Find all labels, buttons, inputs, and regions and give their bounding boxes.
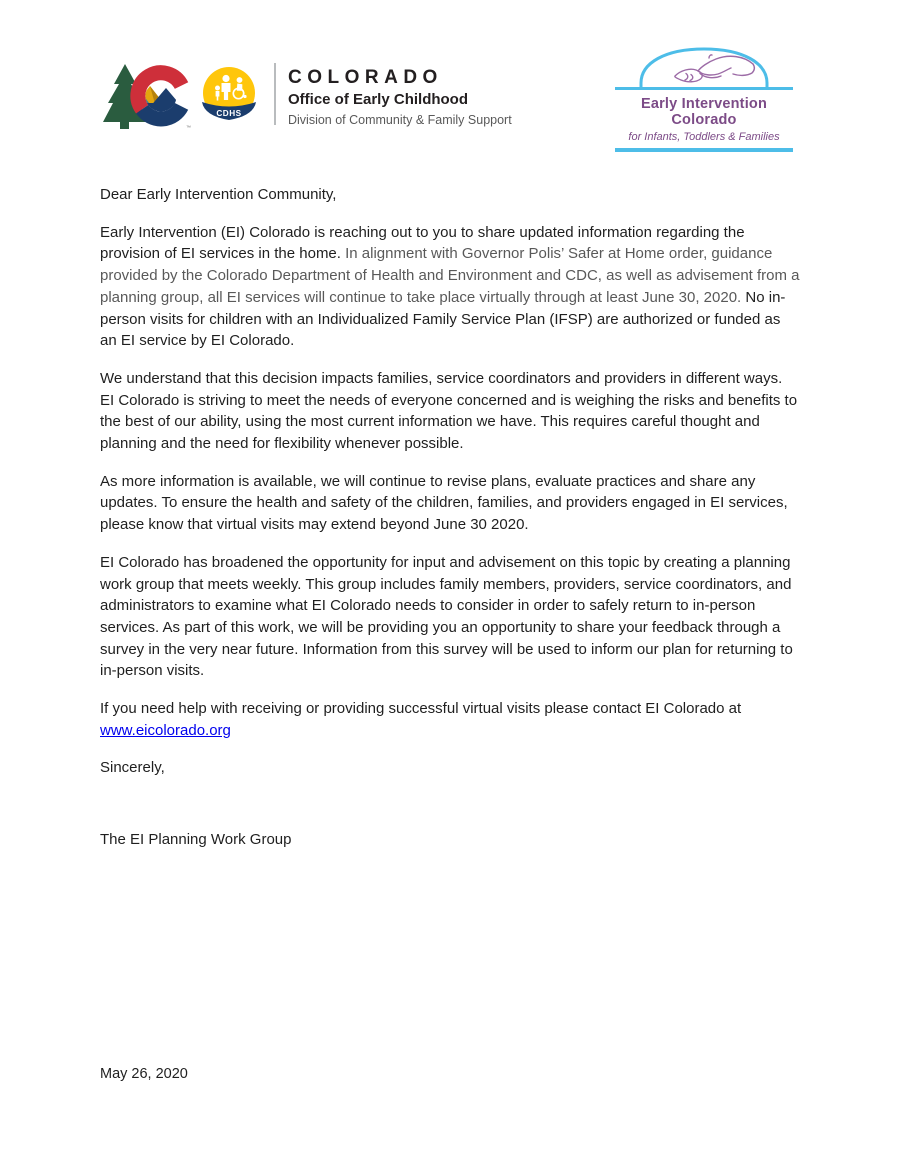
paragraph-1 — [100, 222, 800, 352]
oec-logo — [103, 60, 512, 132]
ei-colorado-logo — [613, 42, 795, 152]
paragraph-5-text: If you need help with receiving or providing successful virtual visits please contact EI Colorado at — [100, 700, 742, 718]
colorado-c-logo-icon — [103, 60, 198, 132]
paragraph-2: We understand that this decision impacts families, service coordinators and providers in different ways. EI Colorado is striving to meet the needs of everyone concerned and is weighing the risks and benefits to the best of our ability, using the most current information we have. This requires careful thought and planning and the need for flexibility whenever possible. — [100, 369, 798, 453]
paragraph-4: EI Colorado has broadened the opportunity for input and advisement on this topic by creating a planning work group that meets weekly. This group includes family members, providers, service coordinators, and administrators to examine what EI Colorado needs to consider in order to safely return to in-person services. As part of this work, we will be providing you an opportunity to share your feedback through a survey in the very near future. Information from this survey will be used to inform our plan for returning to in-person visits. — [100, 553, 793, 680]
ei-logo-subtitle: for Infants, Toddlers & Families — [628, 130, 780, 143]
paragraph-3: As more information is available, we will continue to revise plans, evaluate practices and share any updates. To ensure the health and safety of the children, families, and providers engaged in EI services, please know that virtual visits may extend beyond June 30 2020. — [100, 472, 788, 534]
letter-body — [100, 184, 800, 1102]
trademark-symbol: ™ — [186, 125, 191, 131]
paragraph-1-guidance: In alignment with Governor Polis’ Safer at Home order, guidance provided by the Colorado Department of Health and Environment and CDC, as well as advisement from a planning group, all EI services will continue to take place virtually through at least June 30, 2020. — [100, 245, 800, 306]
ei-logo-bottom-bar — [615, 148, 793, 152]
eicolorado-link[interactable]: www.eicolorado.org — [100, 721, 231, 739]
colorado-wordmark: COLORADO — [288, 67, 443, 88]
closing: Sincerely, — [100, 759, 165, 777]
division-name: Division of Community & Family Support — [288, 113, 512, 127]
salutation: Dear Early Intervention Community, — [100, 186, 337, 203]
logo-divider — [274, 63, 276, 125]
ei-logo-title: Early Intervention Colorado — [640, 96, 768, 128]
office-name: Office of Early Childhood — [288, 91, 469, 108]
paragraph-1-emphasis: No in-person visits for children with an Individualized Family Service Plan (IFSP) are authorized or funded as an EI service by EI Colorado. — [100, 288, 786, 350]
hands-arc-icon — [613, 42, 795, 92]
paragraph-1-lead: Early Intervention (EI) Colorado is reaching out to you to share updated information regarding the provision of EI services in the home. — [100, 223, 745, 263]
cdhs-badge-icon — [200, 66, 258, 124]
paragraph-5 — [100, 698, 800, 741]
cdhs-badge-label: CDHS — [216, 109, 242, 118]
letter-date: May 26, 2020 — [100, 1065, 188, 1082]
signature: The EI Planning Work Group — [100, 831, 292, 849]
